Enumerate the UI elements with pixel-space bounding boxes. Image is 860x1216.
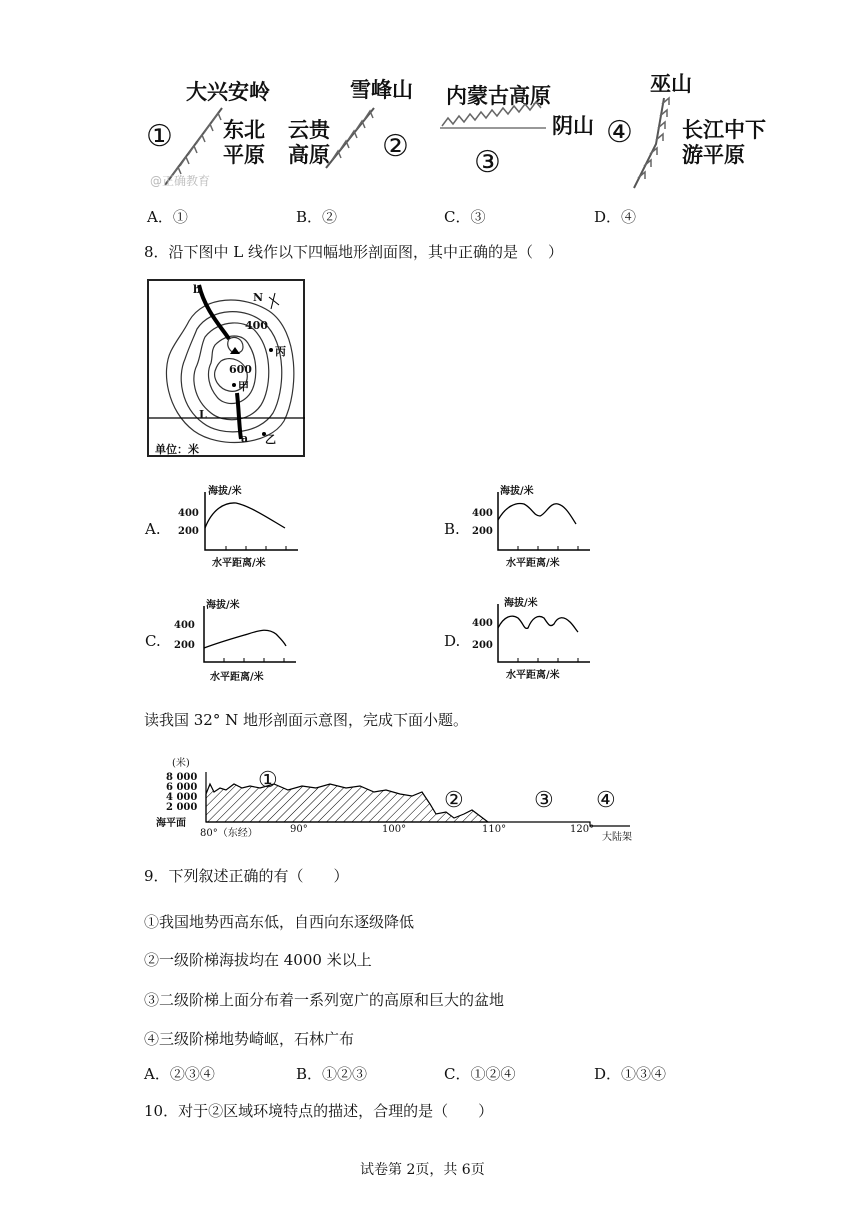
- profile-d-tick-400: 400: [472, 618, 493, 629]
- profile-b-tick-200: 200: [472, 526, 493, 537]
- mountain-symbol-2: [322, 102, 382, 172]
- label-changjiang: 长江中下: [682, 117, 766, 142]
- mountain-symbol-4: [622, 94, 682, 192]
- map-unit: 单位：米: [155, 443, 199, 456]
- q9-item-1: ①我国地势西高东低，自西向东逐级降低: [144, 913, 415, 931]
- q8-stem: 8．沿下图中 L 线作以下四幅地形剖面图，其中正确的是（ ）: [144, 243, 564, 261]
- profile-d-ylabel: 海拔/米: [504, 598, 538, 609]
- contour-600: 600: [229, 363, 252, 376]
- section-ytick-4000: 4 000: [166, 792, 198, 803]
- figure-number-3: ③: [474, 145, 501, 180]
- section-sea-level: 海平面: [156, 818, 186, 829]
- profile-a: [168, 478, 303, 570]
- profile-c-tick-200: 200: [174, 640, 195, 651]
- section-shelf: 大陆架: [602, 832, 632, 843]
- profile-c: [168, 590, 303, 682]
- profile-a-tick-200: 200: [178, 526, 199, 537]
- mountain-symbol-3: [438, 112, 548, 132]
- label-yungui: 云贵: [288, 117, 330, 142]
- section-region-4: ④: [596, 788, 616, 813]
- q9-option-b[interactable]: B．①②③: [296, 1065, 368, 1083]
- section-region-2: ②: [444, 788, 464, 813]
- q7-option-a[interactable]: A．①: [147, 208, 188, 226]
- north-label: N: [253, 291, 264, 304]
- map-label-bing: 丙: [275, 345, 286, 358]
- q10-stem: 10．对于②区域环境特点的描述，合理的是（ ）: [144, 1102, 494, 1120]
- label-pingyuan: 平原: [223, 142, 265, 167]
- section-region-3: ③: [534, 788, 554, 813]
- contour-lines: [149, 281, 305, 457]
- label-youpingyuan: 游平原: [682, 142, 745, 167]
- profile-d-xlabel: 水平距离/米: [506, 670, 560, 681]
- q9-option-d[interactable]: D．①③④: [594, 1065, 667, 1083]
- label-gaoyuan: 高原: [288, 142, 330, 167]
- profile-b-ylabel: 海拔/米: [500, 486, 534, 497]
- figure-number-2: ②: [382, 129, 409, 164]
- contour-map: [147, 279, 305, 457]
- terrain-section: [150, 752, 650, 844]
- figure-number-1: ①: [146, 119, 173, 154]
- q9-item-2: ②一级阶梯海拔均在 4000 米以上: [144, 951, 372, 969]
- q9-option-c[interactable]: C．①②④: [444, 1065, 516, 1083]
- label-wushan: 巫山: [650, 71, 692, 96]
- profile-d-tick-200: 200: [472, 640, 493, 651]
- section-x-120: 120°: [570, 824, 595, 835]
- q7-option-c[interactable]: C．③: [444, 208, 486, 226]
- map-label-jia: 甲: [238, 380, 249, 393]
- section-x-90: 90°: [290, 824, 308, 835]
- watermark: @正确教育: [150, 174, 211, 188]
- map-label-L: L: [199, 408, 207, 421]
- section-x-100: 100°: [382, 824, 407, 835]
- profile-c-xlabel: 水平距离/米: [210, 672, 264, 683]
- profile-c-tick-400: 400: [174, 620, 195, 631]
- map-label-yi: 乙: [265, 433, 276, 446]
- profile-a-tick-400: 400: [178, 508, 199, 519]
- section-intro: 读我国 32° N 地形剖面示意图，完成下面小题。: [144, 711, 469, 729]
- label-dongbei: 东北: [223, 117, 265, 142]
- q8-option-d[interactable]: D.: [444, 632, 461, 650]
- q8-option-a[interactable]: A.: [145, 520, 161, 538]
- label-yinshan: 阴山: [552, 113, 594, 138]
- q7-option-d[interactable]: D．④: [594, 208, 637, 226]
- profile-c-ylabel: 海拔/米: [206, 600, 240, 611]
- profile-a-ylabel: 海拔/米: [208, 486, 242, 497]
- section-region-1: ①: [258, 768, 278, 793]
- section-x-110: 110°: [482, 824, 507, 835]
- contour-400: 400: [245, 319, 268, 332]
- profile-d: [462, 590, 597, 682]
- section-unit: (米): [172, 758, 190, 769]
- q9-item-4: ④三级阶梯地势崎岖，石林广布: [144, 1030, 355, 1048]
- label-neimenggu: 内蒙古高原: [446, 83, 551, 108]
- section-ytick-8000: 8 000: [166, 772, 198, 783]
- q9-item-3: ③二级阶梯上面分布着一系列宽广的高原和巨大的盆地: [144, 991, 505, 1009]
- section-x-80: 80°（东经）: [200, 828, 258, 839]
- section-ytick-2000: 2 000: [166, 802, 198, 813]
- q8-option-b[interactable]: B.: [444, 520, 460, 538]
- q9-option-a[interactable]: A．②③④: [144, 1065, 215, 1083]
- profile-b-tick-400: 400: [472, 508, 493, 519]
- q8-option-c[interactable]: C.: [145, 632, 161, 650]
- page-footer: 试卷第 2页，共 6页: [360, 1162, 485, 1178]
- map-label-a: a: [241, 432, 249, 445]
- q7-option-b[interactable]: B．②: [296, 208, 338, 226]
- figure-number-4: ④: [606, 115, 633, 150]
- q9-stem: 9．下列叙述正确的有（ ）: [144, 867, 349, 885]
- label-xuefengshan: 雪峰山: [350, 77, 413, 102]
- section-ytick-6000: 6 000: [166, 782, 198, 793]
- label-daxinganling: 大兴安岭: [186, 79, 270, 104]
- profile-b: [462, 478, 597, 570]
- map-label-b: b: [193, 283, 201, 296]
- profile-a-xlabel: 水平距离/米: [212, 558, 266, 569]
- profile-b-xlabel: 水平距离/米: [506, 558, 560, 569]
